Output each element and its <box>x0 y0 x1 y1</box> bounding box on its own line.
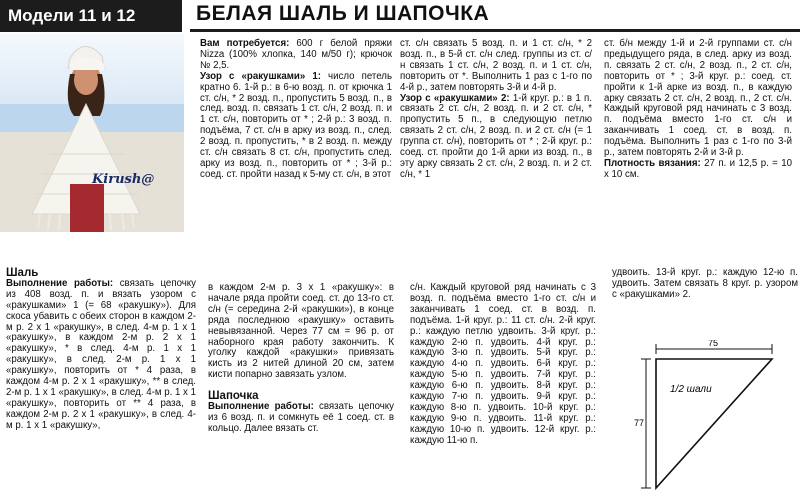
shawl-work-label: Выполнение работы: <box>6 277 114 289</box>
models-header <box>0 0 182 32</box>
pattern2-continued: ст. б/н между 1-й и 2-й группами ст. с/н предыдущего ряда, в след. арку из возд. п. связать 2 ст. с/н, 2 возд. п., 2 ст. с/н, повторить от * ; 3-й круг. р.: соед. ст. пройти к 1-й арке из возд. п., в каждую арку связать 2 ст. с/н, 2 возд. п., 2 ст. с/н. Каждый круговой ряд начинать с 3 возд. п. подъёма вместо 1-го ст. с/н и заканчивать 1 соед. ст. в возд. п. подъёма. Выполнить 1 раз с 1-го по 3-й р., затем повторять 2-й и 3-й р. <box>604 38 792 159</box>
instructions-column-2 <box>400 39 592 181</box>
diagram-shape-label: 1/2 шали <box>670 384 712 395</box>
instructions-column-1 <box>200 39 392 181</box>
diagram-height-label: 77 <box>634 418 645 428</box>
hat-final-section <box>612 268 798 301</box>
instructions-column-3 <box>604 39 792 181</box>
hat-continued-section <box>410 283 596 447</box>
shawl-heading: Шаль <box>6 267 39 279</box>
hat-work-text: связать цепочку из 6 возд. п. и сомкнуть её 1 соед. ст. в кольцо. Далее вязать ст. <box>208 401 394 434</box>
model-photo <box>0 34 184 232</box>
density-text: 27 п. и 12,5 р. = 10 х 10 см. <box>604 157 792 180</box>
model-illustration <box>0 34 184 232</box>
materials-label: Вам потребуется: <box>200 38 290 49</box>
hat-continued-text: с/н. Каждый круговой ряд начинать с 3 возд. п. подъёма вместо 1-го ст. с/н и заканчивать 1 соед. ст. в возд. п. подъёма. 1-й круг. р.: 11 ст. с/н. 2-й круг. р.: каждую петлю удвоить. 3-й круг. р.: каждую 2-ю п. удвоить. 4-й круг. р.: каждую 3-ю п. удвоить. 5-й круг. р.: каждую 4-ю п. удвоить. 6-й круг. р.: каждую 5-ю п. удвоить. 7-й круг. р.: каждую 6-ю п. удвоить. 8-й круг. р.: каждую 7-ю п. удвоить. 9-й круг. р.: каждую 8-ю п. удвоить. 10-й круг. р.: каждую 9-ю п. удвоить. 11-й круг. р.: каждую 10-ю п. удвоить. 12-й круг. р.: каждую 11-ю п. <box>410 282 596 446</box>
shawl-work-text: связать цепочку из 408 возд. п. и вязать узором с «ракушками» 1 (= 68 «ракушку»). Для скоса убавить с обеих сторон в каждом 2-м р. 2 х 1 «ракушку», в след. 4-м р. 1 х 1 «ракушку», в каждом 2-м р. 2 х 1 «ракушку», * в след. 4-м р. 1 х 1 «ракушку», в след. 2-м р. 1 х 1 «ракушку», повторить от * 4 раза, в каждом 4-м р. 2 х 1 «ракушку», ** в след. 2-м р. 1 х 1 «ракушку», в след. 4-м р. 1 х 1 «ракушку», повторить от ** 4 раза, в каждом 2-м р. 2 х 1 «ракушку», в след. 4-м р. 1 х 1 «ракушку», <box>6 277 196 431</box>
materials-text: 600 г белой пряжи Nizza (100% хлопка, 140 м/50 г); крючок № 2,5. <box>200 38 392 71</box>
hat-final-text: удвоить. 13-й круг. р.: каждую 12-ю п. удвоить. Затем связать 8 круг. р. узором с «ракушками» 2. <box>612 267 798 300</box>
article-title: БЕЛАЯ ШАЛЬ И ШАПОЧКА <box>196 2 490 25</box>
hat-work-label: Выполнение работы: <box>208 401 314 413</box>
pattern2-text: 1-й круг. р.: в 1 п. связать 2 ст. с/н, 2 возд. п. и 2 ст. с/н, * пропустить 5 п., в следующую петлю связать 2 ст. с/н, 2 возд. п. и 2 ст. с/н (= 1 группа ст. с/н), повторить от * ; 2-й круг. р.: соед. ст. пройти до 1-й арки из возд. п., в эту арку связать 2 ст. с/н, 2 возд. п. и 2 ст. с/н, * 1 <box>400 92 592 180</box>
photo-signature: Kirush@ <box>92 172 155 187</box>
pattern1-label: Узор с «ракушками» 1: <box>200 70 321 82</box>
diagram-triangle <box>656 359 772 488</box>
shawl-continued-section <box>208 283 394 435</box>
pattern2-label: Узор с «ракушками» 2: <box>400 92 510 104</box>
models-title: Модели 11 и 12 <box>8 6 136 25</box>
pattern1-continued: ст. с/н связать 5 возд. п. и 1 ст. с/н, * 2 возд. п., в 5-й ст. с/н след. группы из ст. с/н связать 1 ст. с/н, 2 возд. п. и 1 ст. с/н, повторить от *. Выполнить 1 раз с 1-го по 4-й р., затем повторять 3-й и 4-й р. <box>400 38 592 93</box>
diagram-width-label: 75 <box>708 340 719 348</box>
shawl-continued-text: в каждом 2-м р. 3 х 1 «ракушку»: в начале ряда пройти соед. ст. до 13-го ст. с/н (= середина 2-й «ракушки»), в конце ряда последнюю «ракушку» оставить невывязанной. Через 77 см = 96 р. от наборного края работу закончить. К уголку каждой «ракушки» привязать кисть из 2 нитей длиной 20 см, затем кисти попарно завязать узлом. <box>208 282 394 381</box>
pattern1-text: число петель кратно 6. 1-й р.: в 6-ю возд. п. от крючка 1 ст. с/н, * 2 возд. п., пропустить 5 возд. п., в след. возд. п. связать 1 ст. с/н, 2 возд. п. и 1 ст. с/н, повторить от * ; 2-й р.: 3 возд. п. подъёма, 7 ст. с/н в арку из возд. п., след. 2 возд. п. пропустить, * в 2 возд. п. между ст. с/н связать 8 ст. с/н, пропустить след. арку из возд. п., повторить от * ; 3-й р.: соед. ст. пройти назад к 5-му ст. с/н, в этот <box>200 70 392 180</box>
shawl-diagram <box>600 340 800 496</box>
hat-heading: Шапочка <box>208 390 259 403</box>
shawl-section <box>6 268 196 432</box>
article-header <box>190 0 800 32</box>
density-label: Плотность вязания: <box>604 157 701 169</box>
